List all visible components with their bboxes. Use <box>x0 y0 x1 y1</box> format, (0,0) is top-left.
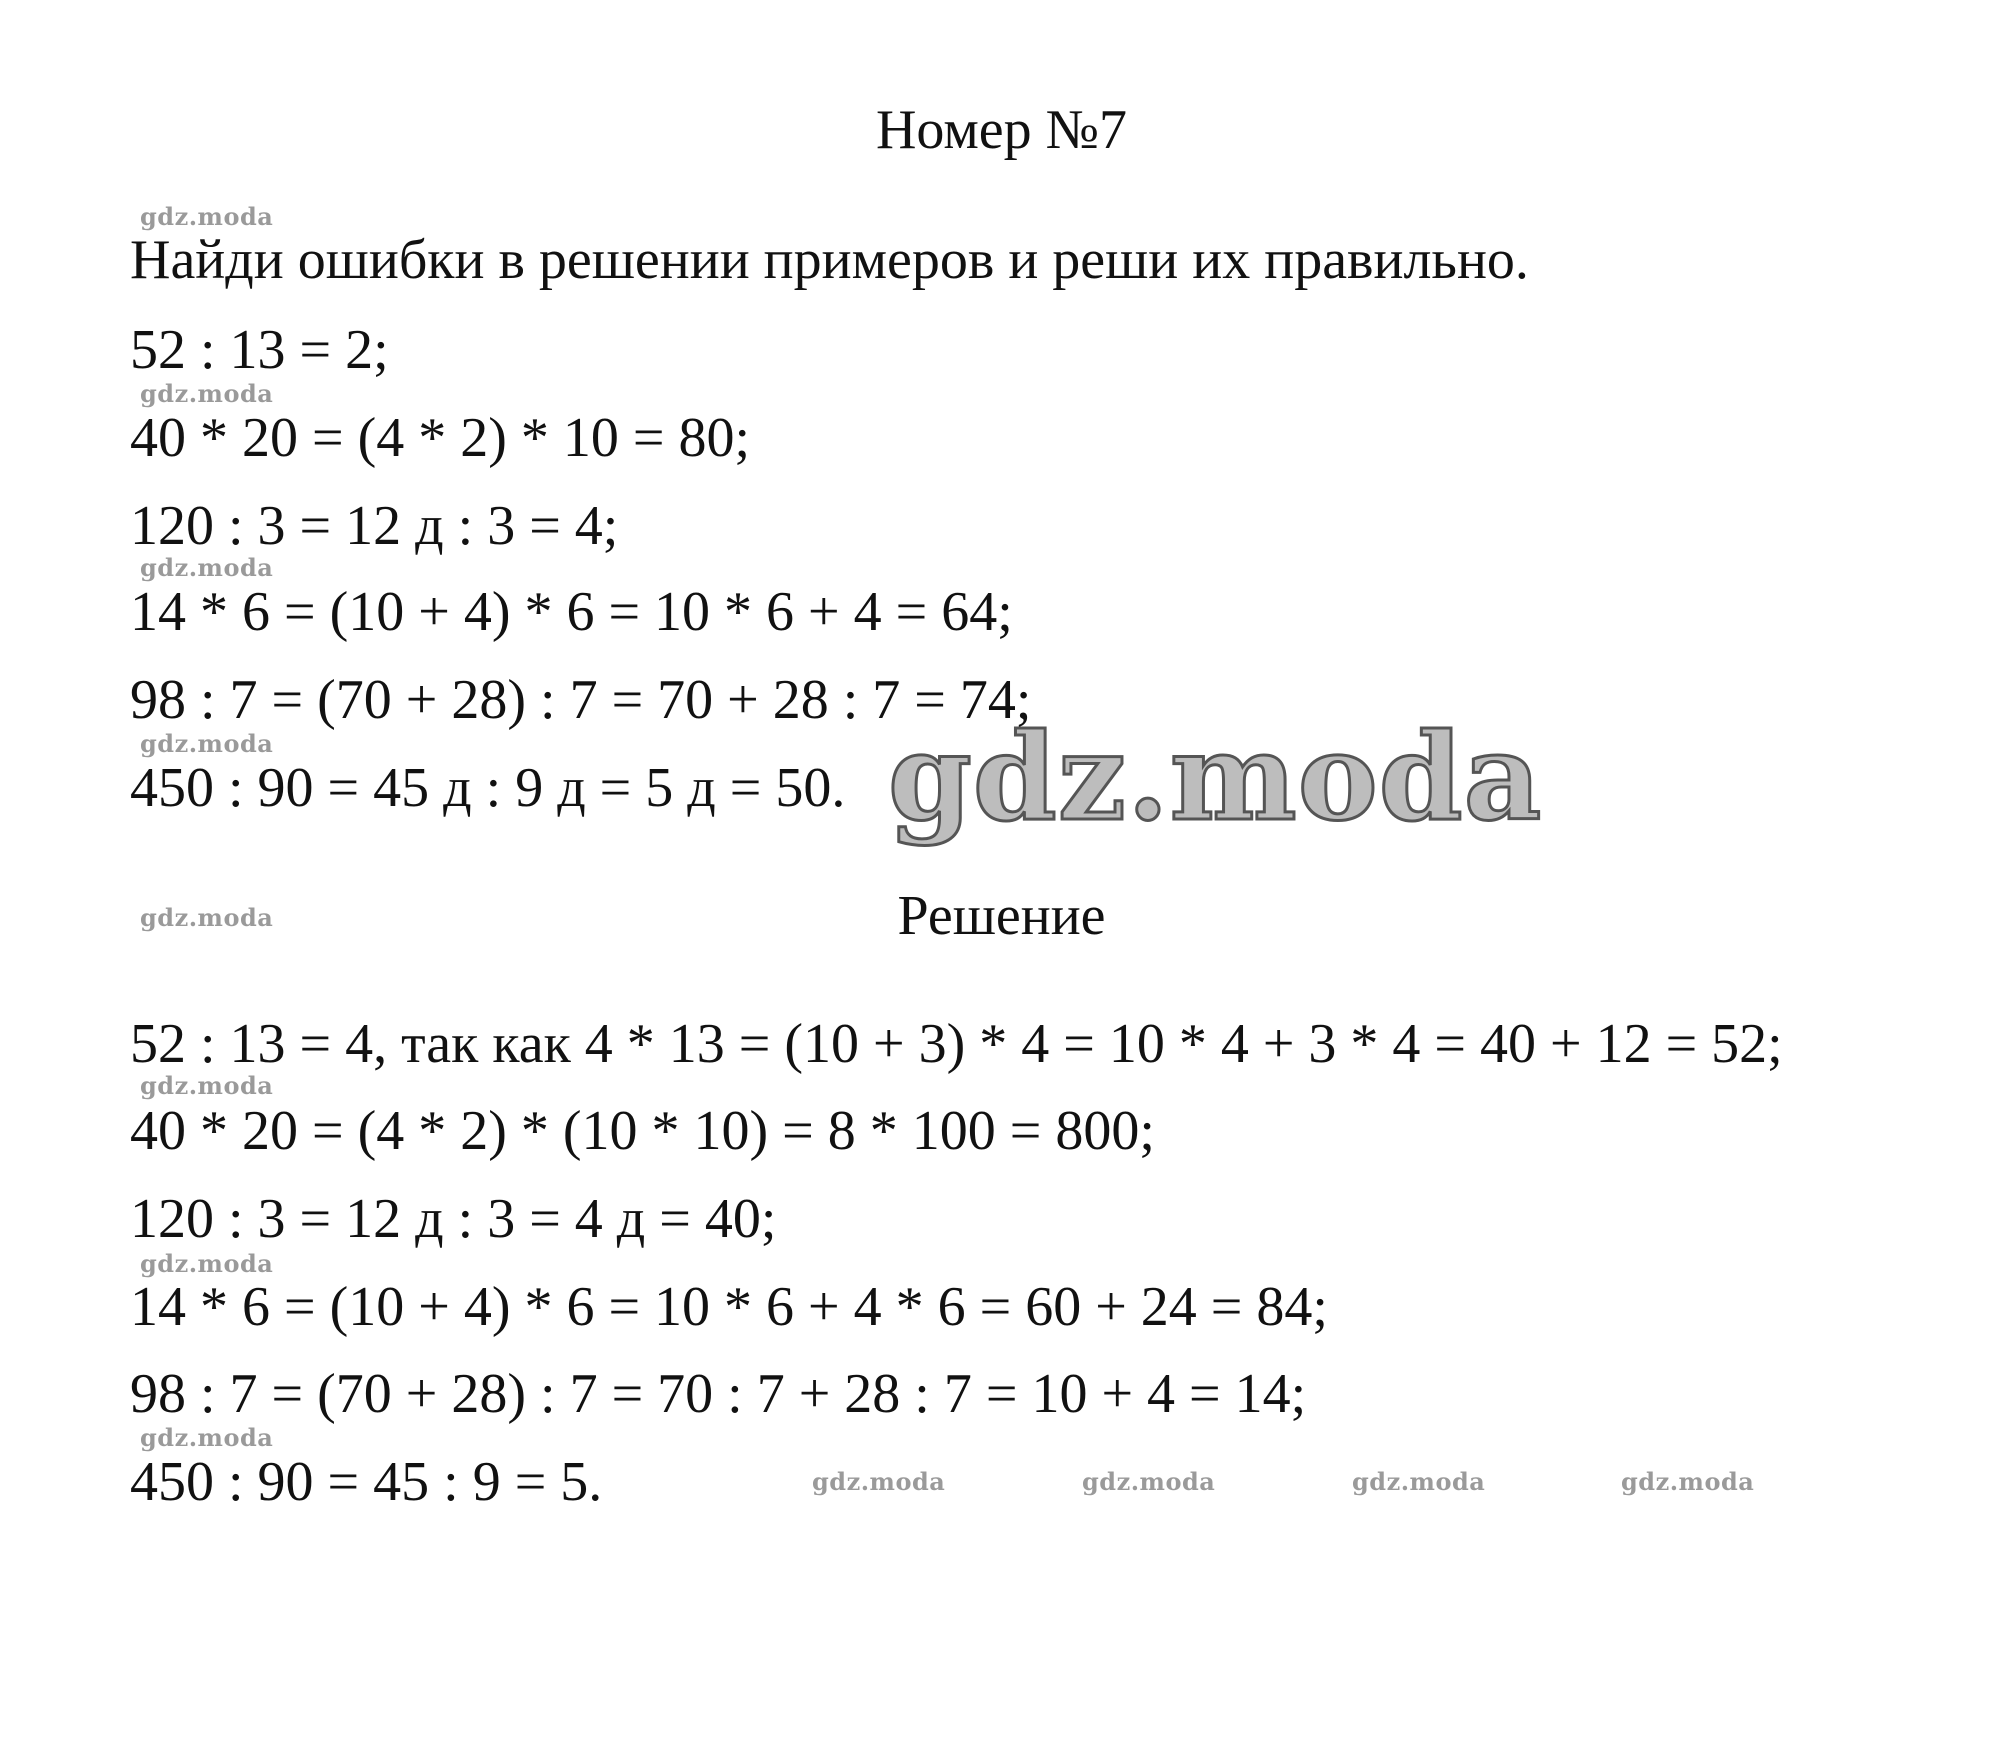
watermark-small: gdz.moda <box>1621 1467 1755 1496</box>
watermark-small: gdz.moda <box>1352 1467 1486 1496</box>
watermark-small: gdz.moda <box>140 729 274 758</box>
watermark-small: gdz.moda <box>140 553 274 582</box>
watermark-small: gdz.moda <box>140 903 274 932</box>
watermark-small: gdz.moda <box>140 379 274 408</box>
watermark-small: gdz.moda <box>1082 1467 1216 1496</box>
watermark-small: gdz.moda <box>140 1071 274 1100</box>
page-title: Номер №7 <box>875 99 1128 161</box>
example-line-1: 52 : 13 = 2; <box>130 319 389 381</box>
example-line-4: 14 * 6 = (10 + 4) * 6 = 10 * 6 + 4 = 64; <box>130 581 1013 643</box>
solution-heading: Решение <box>897 885 1106 947</box>
watermark-large: gdz.moda <box>888 707 1543 848</box>
solution-line-6: 450 : 90 = 45 : 9 = 5. <box>130 1451 603 1513</box>
watermark-small: gdz.moda <box>140 202 274 231</box>
solution-line-2: 40 * 20 = (4 * 2) * (10 * 10) = 8 * 100 = 800; <box>130 1100 1155 1162</box>
solution-line-1: 52 : 13 = 4, так как 4 * 13 = (10 + 3) * 4 = 10 * 4 + 3 * 4 = 40 + 12 = 52; <box>130 1013 1783 1075</box>
example-line-6: 450 : 90 = 45 д : 9 д = 5 д = 50. <box>130 757 846 819</box>
example-line-3: 120 : 3 = 12 д : 3 = 4; <box>130 495 619 557</box>
solution-line-3: 120 : 3 = 12 д : 3 = 4 д = 40; <box>130 1188 777 1250</box>
watermark-small: gdz.moda <box>812 1467 946 1496</box>
solution-line-5: 98 : 7 = (70 + 28) : 7 = 70 : 7 + 28 : 7 = 10 + 4 = 14; <box>130 1363 1307 1425</box>
solution-line-4: 14 * 6 = (10 + 4) * 6 = 10 * 6 + 4 * 6 = 60 + 24 = 84; <box>130 1276 1328 1338</box>
task-text: Найди ошибки в решении примеров и реши их правильно. <box>130 229 1529 291</box>
watermark-small: gdz.moda <box>140 1249 274 1278</box>
watermark-small: gdz.moda <box>140 1423 274 1452</box>
example-line-2: 40 * 20 = (4 * 2) * 10 = 80; <box>130 407 751 469</box>
example-line-5: 98 : 7 = (70 + 28) : 7 = 70 + 28 : 7 = 74; <box>130 669 1032 731</box>
